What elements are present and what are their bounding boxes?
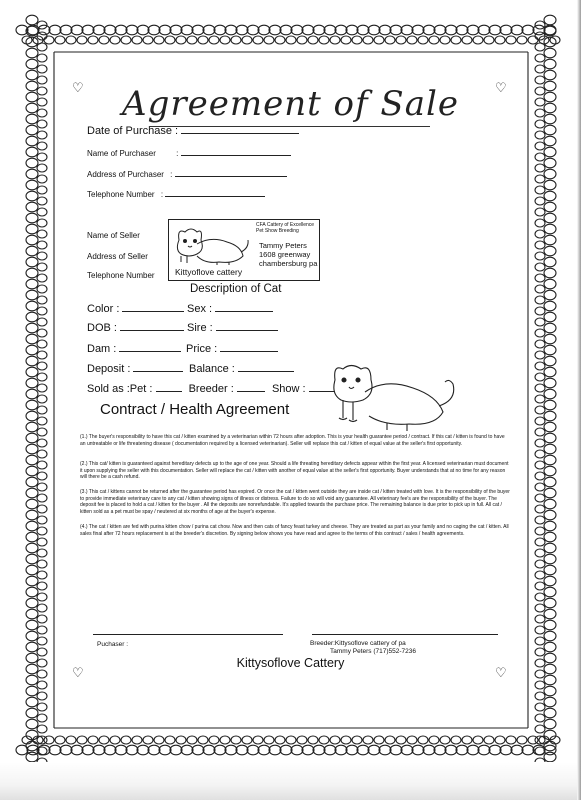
color-field [87,301,184,315]
cat-illustration [171,222,251,266]
scan-edge [577,0,581,800]
date-of-purchase-field [87,123,299,137]
field-blank [216,320,278,331]
contract-paragraph: (3.) This cat / kittens cannot be returned after the guarantee period has expired. Or once the cat / kitten went outside they are inside cat / kitten treated with love. It is the responsibility of the buyer to provide immediate veterinary care to any cat / kitten showing signs of illness or distress. Failure to do so will void any guarantee. All veterinary fee's are the responsibility of the buyer. The deposit fee is placed to hold a cat / kitten for the buyer . All the deposits are nonrefundable. It's applied towards the purchase price. The remaining balance is due prior to pick up in full. All cat / kitten sold as a pet must be spay / neutered at six months of age at the buyer's expense. [80,489,510,515]
field-blank [175,166,287,177]
purchaser-address-field: Address of Purchaser : [87,166,287,179]
field-label: Telephone Number [87,190,155,199]
field-label: Dam : [87,343,117,355]
field-label: Show : [271,383,306,395]
breeder-contact: Tammy Peters (717)552-7236 [330,648,416,655]
seller-business-card [168,219,320,281]
cfa-line: CFA Cattery of Excellence [256,222,315,228]
field-blank [165,186,265,197]
breeder-label: Breeder:Kittysoflove cattery of pa [310,640,406,647]
description-title: Description of Cat [190,283,282,295]
heart-icon: ♡ [495,80,507,95]
seller-name-label: Name of Seller [87,231,140,240]
field-label: Name of Purchaser [87,149,156,158]
field-label: DOB : [87,322,117,334]
seller-city: chambersburg pa [259,259,318,268]
contract-paragraph: (4.) The cat / kitten are fed with purina kitten chow / purina cat chow. Now and then cats of fancy feast turkey and cheese. They are treated as part as your family and no caging the cat / kitten. All sales final after 72 hours replacement is at the breeder's discretion. By signing below shows you have read and agree to the terms of this contract / sales / health agreements. [80,524,509,537]
cat-illustration [325,360,460,435]
balance-field [189,361,294,375]
purchaser-signature-line [93,634,283,635]
purchaser-phone-field: Telephone Number : [87,186,265,199]
scan-shadow [0,762,581,800]
deposit-field [87,361,183,375]
contract-title: Contract / Health Agreement [100,401,290,418]
field-label: Sire : [187,322,213,334]
cfa-line: Pet Show Breeding [256,228,299,234]
dam-field [87,341,181,355]
dob-field [87,320,184,334]
seller-address-block [259,241,317,268]
cattery-brand: Kittysoflove Cattery [236,656,345,670]
field-blank [220,341,278,352]
heart-icon: ♡ [72,665,84,680]
field-blank [156,381,182,392]
cfa-badge [256,222,314,234]
sex-field [187,301,273,315]
seller-name: Tammy Peters [259,241,307,250]
seller-phone-label: Telephone Number [87,271,155,280]
field-blank [133,361,183,372]
field-label: Color : [87,303,120,315]
seller-address-label: Address of Seller [87,252,148,261]
field-blank [181,145,291,156]
heart-icon: ♡ [72,80,84,95]
document-title: Agreement of Sale [122,84,459,124]
field-label: Sex : [187,303,213,315]
purchaser-name-field: Name of Purchaser : [87,145,291,158]
field-blank [238,361,294,372]
sire-field [187,320,278,334]
contract-paragraph: (1.) The buyer's responsibility to have this cat / kitten examined by a veterinarian within 72 hours after adoption. This is your health guarantee period / contract. If this cat / kitten is found to have an untreatable or life threatening disease ( documentation required by a licensed veterinarian). Seller will replace this cat / kitten of equal value at the seller's first opportunity. [80,434,505,447]
field-label: Sold as :Pet : [87,383,153,395]
field-label: Price : [186,343,218,355]
field-blank [120,320,184,331]
field-blank [181,123,299,134]
sold-as-field [87,381,335,395]
field-label: Deposit : [87,363,131,375]
seller-street: 1608 greenway [259,250,311,259]
field-blank [119,341,181,352]
field-blank [215,301,273,312]
field-label: Balance : [189,363,235,375]
heart-icon: ♡ [495,665,507,680]
field-label: Breeder : [188,383,234,395]
cattery-name: Kittyoflove cattery [175,267,243,277]
field-label: Date of Purchase : [87,125,179,137]
field-label: Address of Purchaser [87,170,164,179]
purchaser-label: Puchaser : [97,641,129,648]
price-field [186,341,278,355]
breeder-signature-line [312,634,498,635]
field-blank [237,381,265,392]
contract-paragraph: (2.) This cat/ kitten is guaranteed against hereditary defects up to the age of one year. Should a life threating hereditary defects appear within the first year. A licensed veterinarian must document it upon supplying the seller with this documentation. Seller will replace the cat / kitten with another of equal value at the seller's first opportunity. Buyer understands that at no time for any reason will there be a cash refund. [80,461,509,480]
field-blank [122,301,184,312]
